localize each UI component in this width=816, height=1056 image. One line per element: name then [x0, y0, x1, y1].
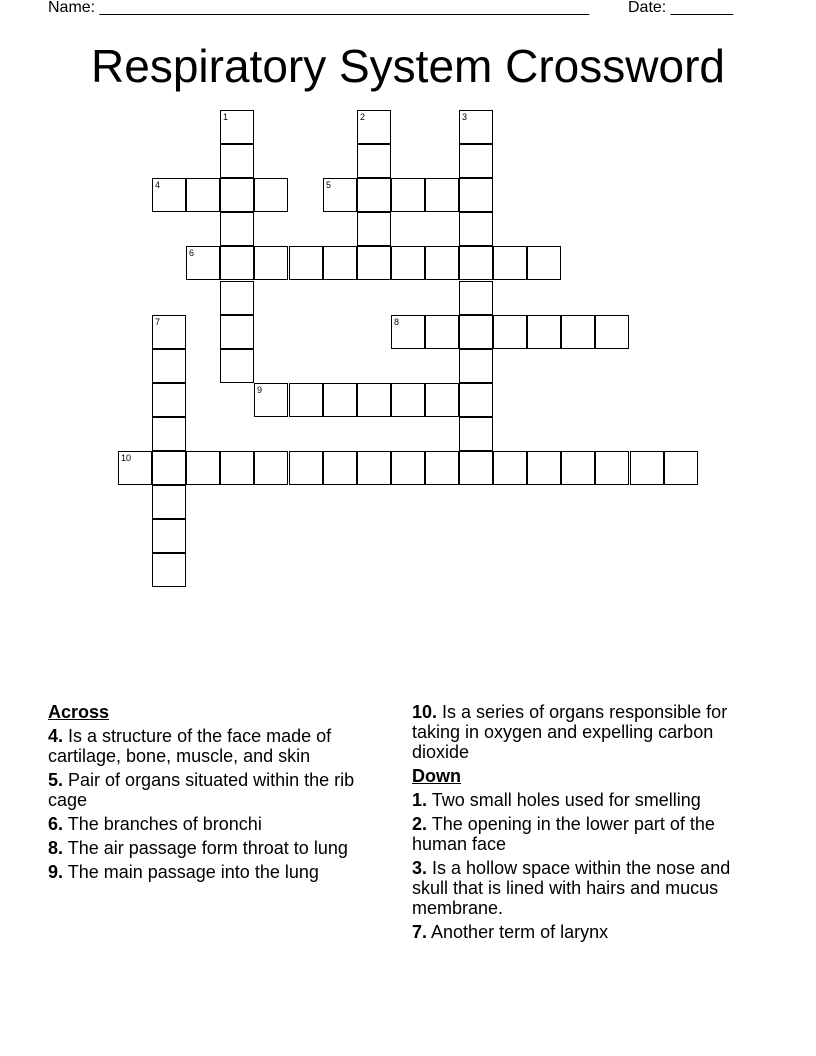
grid-cell[interactable] — [425, 383, 459, 417]
page-title: Respiratory System Crossword — [91, 40, 725, 92]
clue-number: 9. — [48, 862, 64, 882]
grid-cell[interactable] — [220, 451, 254, 485]
grid-cell[interactable] — [186, 178, 220, 212]
grid-cell[interactable] — [459, 281, 493, 315]
grid-cell[interactable] — [152, 315, 186, 349]
grid-cell[interactable] — [220, 349, 254, 383]
grid-cell[interactable] — [527, 246, 561, 280]
grid-cell[interactable] — [323, 246, 357, 280]
grid-cell[interactable] — [425, 246, 459, 280]
grid-cell[interactable] — [459, 212, 493, 246]
clue-text: The opening in the lower part of the human face — [412, 814, 715, 854]
grid-cell[interactable] — [323, 383, 357, 417]
grid-cell[interactable] — [459, 178, 493, 212]
clue-text: The main passage into the lung — [67, 862, 319, 882]
clue-number-label: 4 — [155, 180, 161, 190]
grid-cell[interactable] — [254, 383, 288, 417]
grid-cell[interactable] — [254, 451, 288, 485]
clue-text: Pair of organs situated within the rib cage — [48, 770, 355, 810]
grid-cell[interactable] — [630, 451, 664, 485]
clue-across-6 — [48, 814, 388, 834]
grid-cell[interactable] — [561, 451, 595, 485]
clue-text: The air passage form throat to lung — [67, 838, 348, 858]
clue-across-4 — [48, 726, 388, 766]
grid-cell[interactable] — [152, 485, 186, 519]
clues-right-column — [412, 702, 752, 946]
grid-cell[interactable] — [152, 553, 186, 587]
grid-cell[interactable] — [459, 417, 493, 451]
grid-cell[interactable] — [220, 178, 254, 212]
grid-cell[interactable] — [152, 519, 186, 553]
clues-left-column — [48, 702, 388, 886]
clue-number: 6. — [48, 814, 64, 834]
name-field[interactable]: Name: _______________________________________________________ — [48, 0, 589, 16]
clue-number-label: 1 — [223, 112, 229, 122]
clue-number-label: 2 — [360, 112, 366, 122]
grid-cell[interactable] — [425, 451, 459, 485]
clue-number-label: 5 — [326, 180, 332, 190]
clue-text: The branches of bronchi — [67, 814, 262, 834]
grid-cell[interactable] — [425, 315, 459, 349]
grid-cell[interactable] — [391, 246, 425, 280]
clue-number: 1. — [412, 790, 428, 810]
clue-across-9 — [48, 862, 388, 882]
grid-cell[interactable] — [220, 212, 254, 246]
grid-cell[interactable] — [118, 451, 152, 485]
clue-across-5 — [48, 770, 388, 810]
grid-cell[interactable] — [289, 383, 323, 417]
clue-text: Is a hollow space within the nose and skull that is lined with hairs and mucus membrane. — [412, 858, 731, 918]
clue-text: Is a series of organs responsible for taking in oxygen and expelling carbon dioxide — [412, 702, 728, 762]
clue-number: 5. — [48, 770, 64, 790]
clue-number-label: 6 — [189, 248, 195, 258]
grid-cell[interactable] — [595, 315, 629, 349]
clue-number-label: 10 — [121, 453, 132, 463]
grid-cell[interactable] — [493, 246, 527, 280]
grid-cell[interactable] — [459, 383, 493, 417]
grid-cell[interactable] — [459, 144, 493, 178]
grid-cell[interactable] — [493, 451, 527, 485]
clue-number-label: 7 — [155, 317, 161, 327]
grid-cell[interactable] — [152, 417, 186, 451]
grid-cell[interactable] — [391, 451, 425, 485]
clue-number-label: 9 — [257, 385, 263, 395]
grid-cell[interactable] — [425, 178, 459, 212]
grid-cell[interactable] — [186, 451, 220, 485]
clue-down-1 — [412, 790, 752, 810]
down-heading: Down — [412, 766, 461, 786]
clue-text: Two small holes used for smelling — [431, 790, 701, 810]
grid-cell[interactable] — [459, 110, 493, 144]
clue-number: 8. — [48, 838, 64, 858]
grid-cell[interactable] — [152, 451, 186, 485]
clue-text: Another term of larynx — [431, 922, 609, 942]
grid-cell[interactable] — [357, 212, 391, 246]
grid-cell[interactable] — [357, 178, 391, 212]
clue-text: Is a structure of the face made of cartilage, bone, muscle, and skin — [48, 726, 332, 766]
grid-cell[interactable] — [391, 383, 425, 417]
across-heading: Across — [48, 702, 110, 722]
grid-cell[interactable] — [664, 451, 698, 485]
clue-down-3 — [412, 858, 752, 918]
grid-cell[interactable] — [152, 178, 186, 212]
grid-cell[interactable] — [527, 451, 561, 485]
grid-cell[interactable] — [561, 315, 595, 349]
date-field[interactable]: Date: _______ — [628, 0, 733, 16]
grid-cell[interactable] — [357, 144, 391, 178]
grid-cell[interactable] — [220, 144, 254, 178]
clue-number: 10. — [412, 702, 438, 722]
clue-number: 4. — [48, 726, 64, 746]
grid-cell[interactable] — [323, 451, 357, 485]
grid-cell[interactable] — [220, 315, 254, 349]
grid-cell[interactable] — [527, 315, 561, 349]
grid-cell[interactable] — [493, 315, 527, 349]
clue-across-8 — [48, 838, 388, 858]
clue-across-10 — [412, 702, 752, 762]
clue-down-2 — [412, 814, 752, 854]
grid-cell[interactable] — [254, 246, 288, 280]
clue-number: 2. — [412, 814, 428, 834]
grid-cell[interactable] — [357, 451, 391, 485]
grid-cell[interactable] — [459, 246, 493, 280]
clue-number-label: 8 — [394, 317, 400, 327]
grid-cell[interactable] — [357, 383, 391, 417]
clue-number-label: 3 — [462, 112, 468, 122]
grid-cell[interactable] — [220, 246, 254, 280]
grid-cell[interactable] — [289, 451, 323, 485]
grid-cell[interactable] — [459, 349, 493, 383]
clue-number: 7. — [412, 922, 428, 942]
grid-cell[interactable] — [357, 246, 391, 280]
grid-cell[interactable] — [254, 178, 288, 212]
grid-cell[interactable] — [186, 246, 220, 280]
clue-down-7 — [412, 922, 752, 942]
grid-cell[interactable] — [289, 246, 323, 280]
grid-cell[interactable] — [391, 315, 425, 349]
clue-number: 3. — [412, 858, 428, 878]
grid-cell[interactable] — [323, 178, 357, 212]
grid-cell[interactable] — [357, 110, 391, 144]
grid-cell[interactable] — [152, 383, 186, 417]
grid-cell[interactable] — [459, 315, 493, 349]
grid-cell[interactable] — [220, 110, 254, 144]
grid-cell[interactable] — [391, 178, 425, 212]
grid-cell[interactable] — [595, 451, 629, 485]
grid-cell[interactable] — [220, 281, 254, 315]
grid-cell[interactable] — [459, 451, 493, 485]
grid-cell[interactable] — [152, 349, 186, 383]
